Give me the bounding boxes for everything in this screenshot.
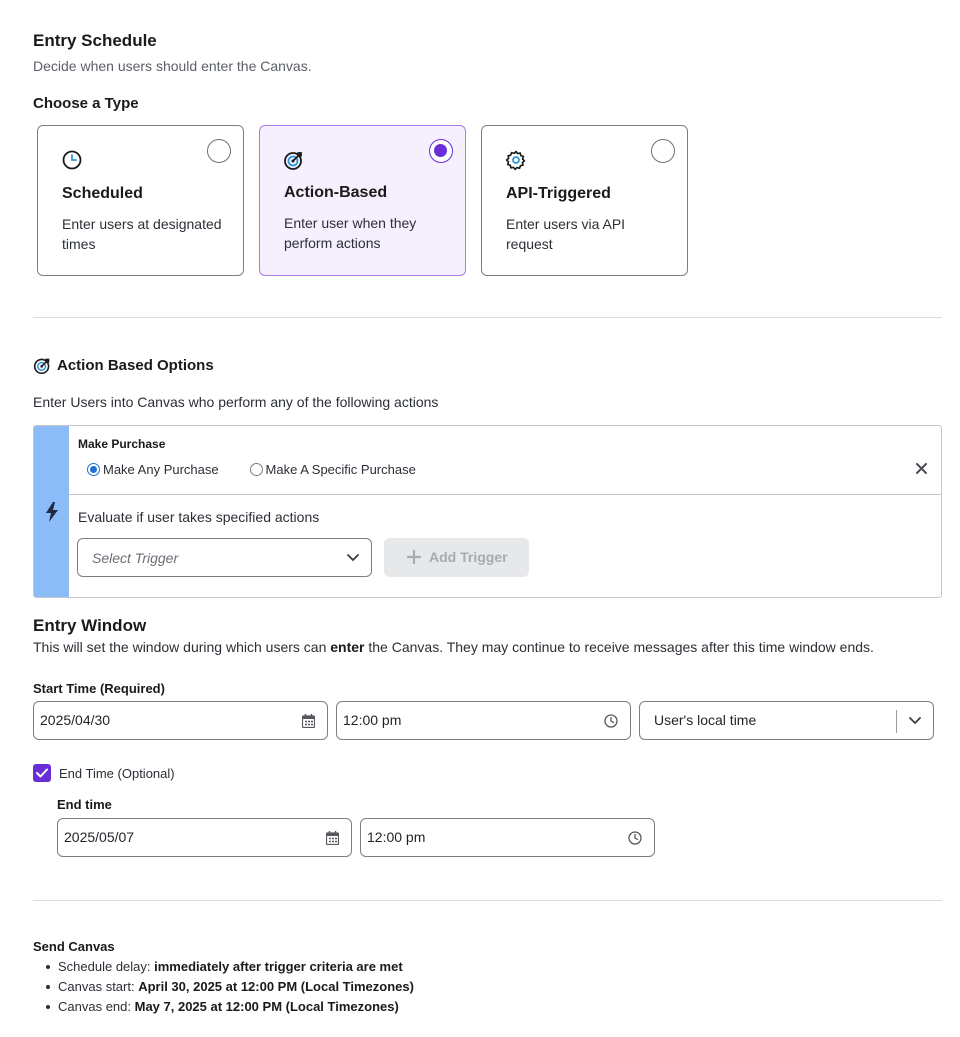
scheduled-radio[interactable] xyxy=(207,139,231,163)
calendar-icon xyxy=(326,831,339,845)
entry-window-description xyxy=(33,639,874,655)
make-specific-purchase-radio[interactable] xyxy=(250,463,263,476)
evaluate-label: Evaluate if user takes specified actions xyxy=(78,509,320,525)
page-subtitle: Decide when users should enter the Canvas. xyxy=(33,58,312,74)
summary-value: immediately after trigger criteria are met xyxy=(154,959,403,974)
select-trigger-placeholder: Select Trigger xyxy=(92,550,179,566)
summary-value: April 30, 2025 at 12:00 PM (Local Timezones) xyxy=(138,979,414,994)
type-card-api-triggered[interactable] xyxy=(481,125,688,276)
add-trigger-label: Add Trigger xyxy=(429,549,508,565)
chevron-down-icon xyxy=(909,717,921,725)
send-canvas-title: Send Canvas xyxy=(33,939,115,954)
end-date-value: 2025/05/07 xyxy=(64,829,135,845)
lightning-icon xyxy=(45,502,59,522)
check-icon xyxy=(36,768,48,778)
select-separator xyxy=(896,710,897,733)
description-text: the Canvas. They may continue to receive messages after this time window ends. xyxy=(364,639,874,655)
description-text: This will set the window during which users can xyxy=(33,639,331,655)
end-time-checkbox[interactable] xyxy=(33,764,51,782)
make-any-purchase-radio[interactable] xyxy=(87,463,100,476)
make-purchase-label: Make Purchase xyxy=(78,437,166,451)
choose-type-label: Choose a Type xyxy=(33,95,139,112)
start-time-value: 12:00 pm xyxy=(343,712,402,728)
summary-label: Schedule delay: xyxy=(58,959,155,974)
timezone-value: User's local time xyxy=(654,712,757,728)
plus-icon xyxy=(407,550,421,564)
card-description: Enter user when they perform actions xyxy=(284,215,417,251)
description-emphasis: enter xyxy=(330,639,365,655)
action-options-title: Action Based Options xyxy=(57,357,214,374)
action-options-description: Enter Users into Canvas who perform any of the following actions xyxy=(33,394,439,410)
card-description: Enter users via API request xyxy=(506,216,626,252)
action-based-radio[interactable] xyxy=(429,139,453,163)
divider xyxy=(33,317,942,318)
card-title: API-Triggered xyxy=(506,185,611,202)
send-canvas-summary xyxy=(44,957,414,1017)
divider xyxy=(69,494,941,495)
card-title: Action-Based xyxy=(284,184,388,201)
start-time-label: Start Time (Required) xyxy=(33,681,165,696)
list-item xyxy=(44,977,414,997)
end-time-checkbox-label: End Time (Optional) xyxy=(59,766,175,781)
target-icon xyxy=(33,356,52,375)
clock-icon xyxy=(628,831,642,845)
target-icon xyxy=(283,149,305,171)
entry-window-title: Entry Window xyxy=(33,616,147,635)
card-title: Scheduled xyxy=(62,185,143,202)
clock-icon xyxy=(61,149,83,171)
api-triggered-radio[interactable] xyxy=(651,139,675,163)
gear-icon xyxy=(505,149,527,171)
summary-label: Canvas start: xyxy=(58,979,139,994)
end-time-input[interactable] xyxy=(360,818,655,857)
list-item xyxy=(44,957,414,977)
radio-label: Make A Specific Purchase xyxy=(265,462,416,478)
page-title: Entry Schedule xyxy=(33,31,157,50)
summary-label: Canvas end: xyxy=(58,999,135,1014)
timezone-select[interactable] xyxy=(639,701,934,740)
select-trigger-dropdown[interactable] xyxy=(77,538,372,577)
clock-icon xyxy=(604,714,618,728)
divider xyxy=(33,900,942,901)
start-date-input[interactable] xyxy=(33,701,328,740)
end-time-value: 12:00 pm xyxy=(367,829,426,845)
summary-value: May 7, 2025 at 12:00 PM (Local Timezones) xyxy=(134,999,399,1014)
type-card-action-based[interactable] xyxy=(259,125,466,276)
list-item xyxy=(44,997,414,1017)
end-date-input[interactable] xyxy=(57,818,352,857)
calendar-icon xyxy=(302,714,315,728)
add-trigger-button[interactable] xyxy=(384,538,529,577)
radio-label: Make Any Purchase xyxy=(103,462,219,478)
start-time-input[interactable] xyxy=(336,701,631,740)
close-icon[interactable] xyxy=(916,463,927,474)
type-card-scheduled[interactable] xyxy=(37,125,244,276)
chevron-down-icon xyxy=(347,554,359,562)
start-date-value: 2025/04/30 xyxy=(40,712,111,728)
purchase-radio-group xyxy=(87,461,416,479)
end-time-label: End time xyxy=(57,797,112,812)
card-description: Enter users at designated times xyxy=(62,216,222,252)
